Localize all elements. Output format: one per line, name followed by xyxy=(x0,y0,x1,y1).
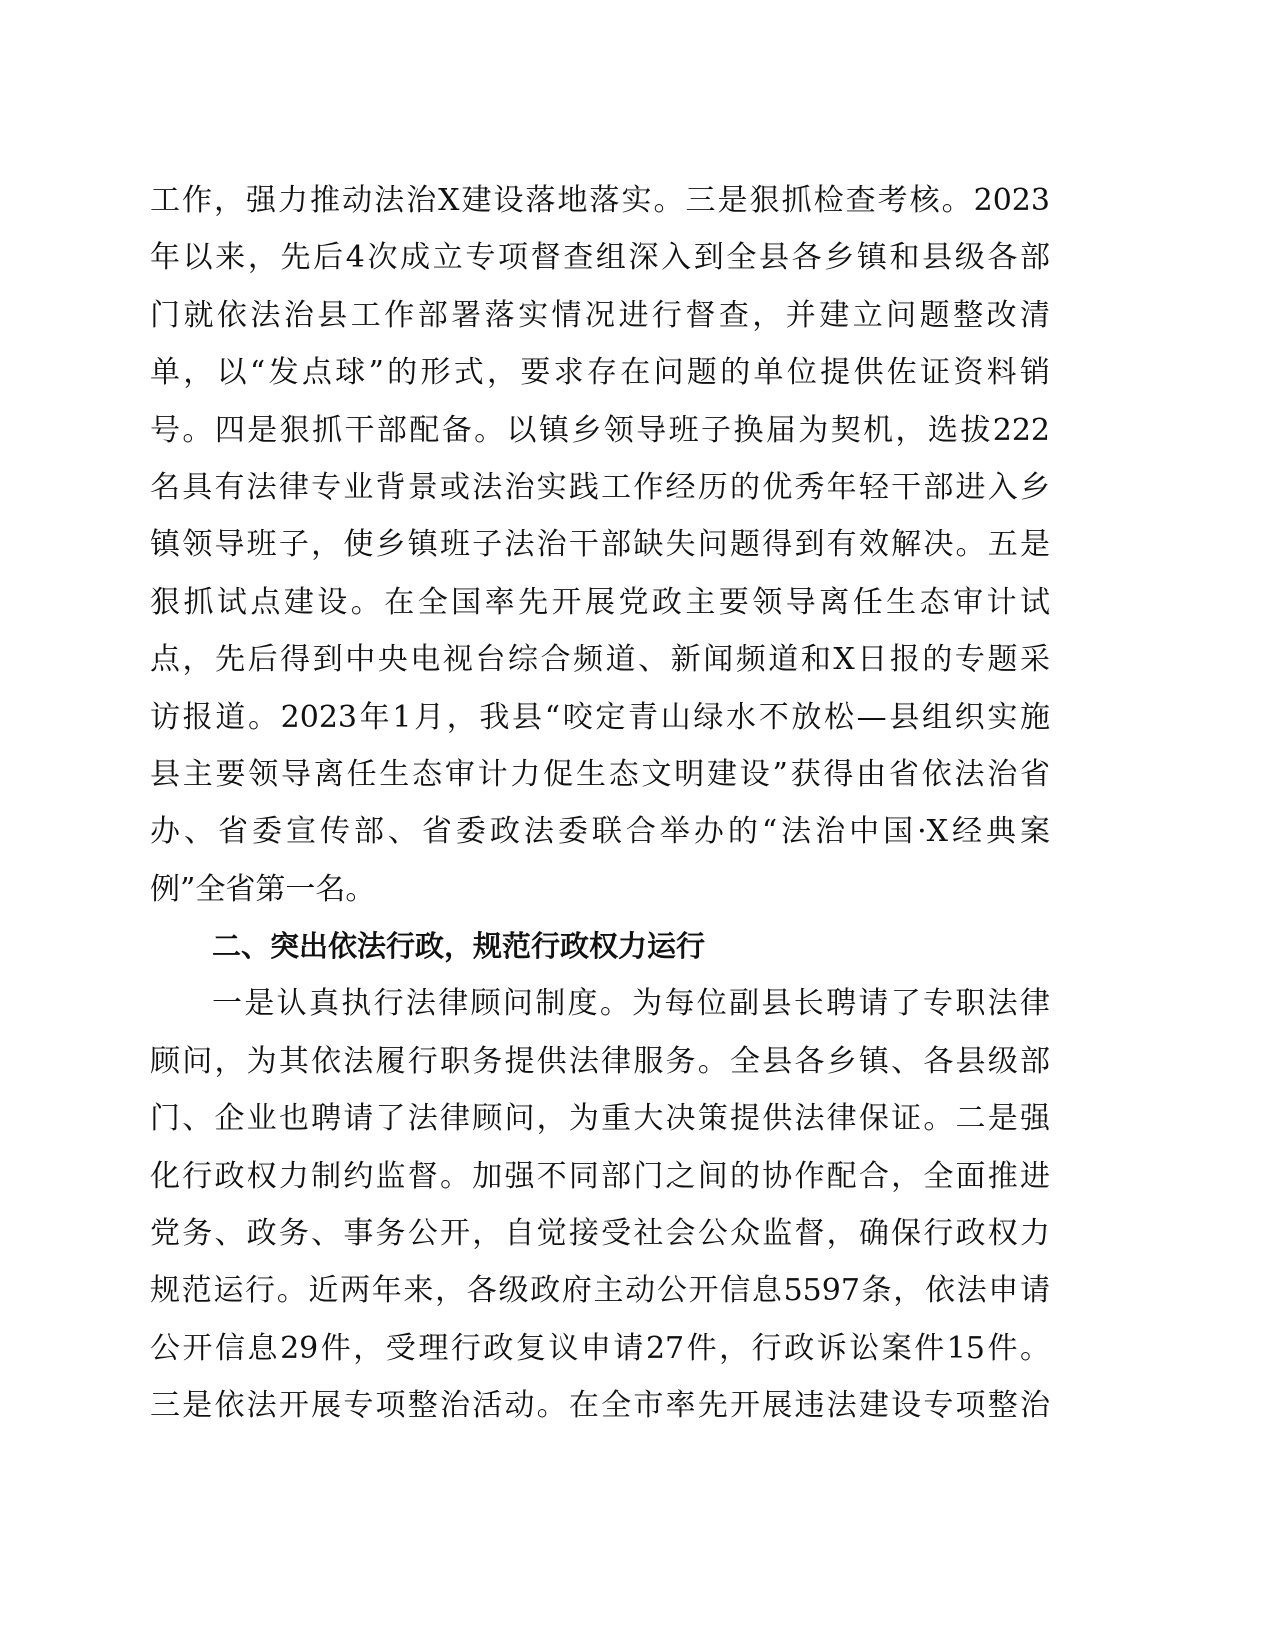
paragraph-line: 规范运行。近两年来，各级政府主动公开信息5597条，依法申请 xyxy=(150,1273,1050,1309)
paragraph-line: 名具有法律专业背景或法治实践工作经历的优秀年轻干部进入乡 xyxy=(150,469,1050,505)
paragraph-line: 狠抓试点建设。在全国率先开展党政主要领导离任生态审计试 xyxy=(150,584,1050,620)
paragraph-line: 单，以“发点球”的形式，要求存在问题的单位提供佐证资料销 xyxy=(150,355,1050,391)
paragraph-line: 党务、政务、事务公开，自觉接受社会公众监督，确保行政权力 xyxy=(150,1216,1050,1252)
paragraph-continuation xyxy=(150,172,1050,918)
paragraph-line: 一是认真执行法律顾问制度。为每位副县长聘请了专职法律 xyxy=(212,986,1050,1022)
paragraph-line: 年以来，先后4次成立专项督查组深入到全县各乡镇和县级各部 xyxy=(150,240,1050,276)
paragraph-line: 三是依法开展专项整治活动。在全市率先开展违法建设专项整治 xyxy=(150,1388,1050,1424)
paragraph-line: 镇领导班子，使乡镇班子法治干部缺失问题得到有效解决。五是 xyxy=(150,527,1050,563)
paragraph-line: 化行政权力制约监督。加强不同部门之间的协作配合，全面推进 xyxy=(150,1158,1050,1194)
section-paragraph xyxy=(150,975,1050,1434)
paragraph-line: 顾问，为其依法履行职务提供法律服务。全县各乡镇、各县级部 xyxy=(150,1043,1050,1079)
paragraph-line: 工作，强力推动法治X建设落地落实。三是狠抓检查考核。2023 xyxy=(150,183,1050,218)
paragraph-line: 门、企业也聘请了法律顾问，为重大决策提供法律保证。二是强 xyxy=(150,1101,1050,1137)
paragraph-line: 号。四是狠抓干部配备。以镇乡领导班子换届为契机，选拔222 xyxy=(150,412,1050,448)
paragraph-line: 县主要领导离任生态审计力促生态文明建设”获得由省依法治省 xyxy=(150,756,1050,792)
paragraph-line: 例”全省第一名。 xyxy=(150,871,376,907)
paragraph-line: 公开信息29件，受理行政复议申请27件，行政诉讼案件15件。 xyxy=(150,1330,1050,1366)
paragraph-line: 点，先后得到中央电视台综合频道、新闻频道和X日报的专题采 xyxy=(150,642,1050,678)
paragraph-line: 门就依法治县工作部署落实情况进行督查，并建立问题整改清 xyxy=(150,297,1050,333)
paragraph-line: 访报道。2023年1月，我县“咬定青山绿水不放松—县组织实施 xyxy=(150,699,1050,735)
section-heading: 二、突出依法行政，规范行政权力运行 xyxy=(212,929,706,964)
document-body xyxy=(150,172,1050,1435)
paragraph-line: 办、省委宣传部、省委政法委联合举办的“法治中国·X经典案 xyxy=(150,814,1050,850)
